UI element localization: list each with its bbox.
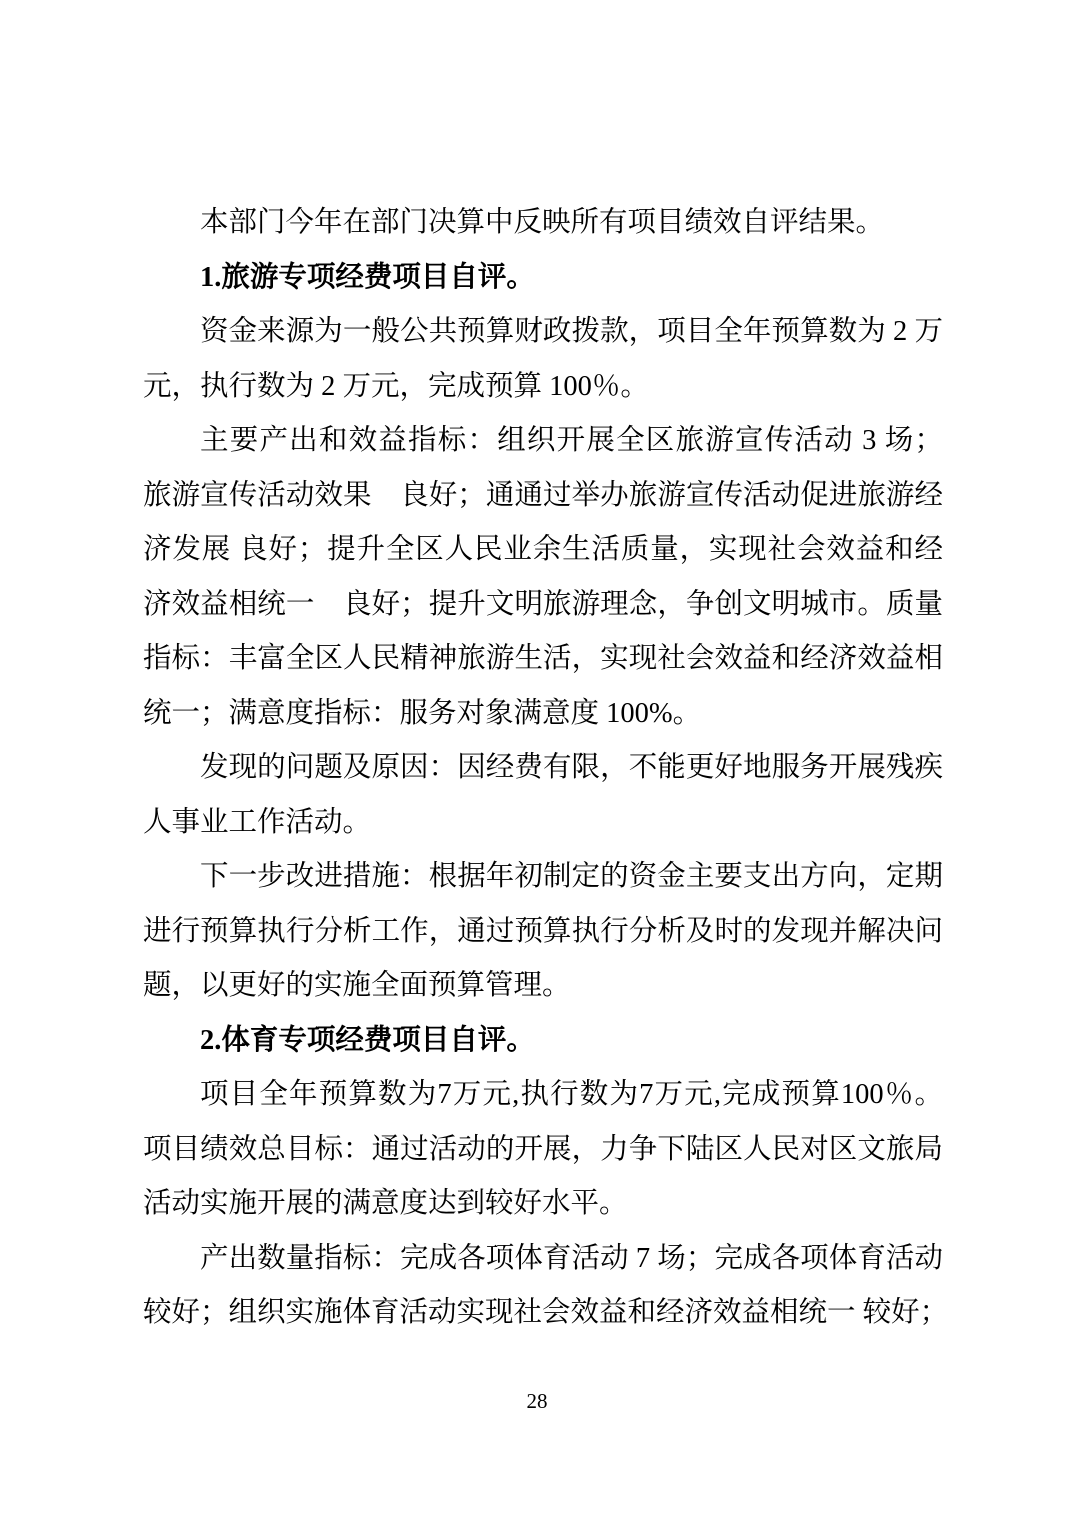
body-line: 主要产出和效益指标：组织开展全区旅游宣传活动 3 场； bbox=[200, 425, 943, 456]
body-line: 本部门今年在部门决算中反映所有项目绩效自评结果。 bbox=[200, 207, 885, 238]
body-line: 下一步改进措施：根据年初制定的资金主要支出方向，定期 bbox=[200, 861, 943, 892]
body-line: 元，执行数为 2 万元，完成预算 100％。 bbox=[143, 370, 649, 402]
body-line: 项目绩效总目标：通过活动的开展，力争下陆区人民对区文旅局 bbox=[143, 1133, 943, 1165]
body-line: 产出数量指标：完成各项体育活动 7 场；完成各项体育活动 bbox=[200, 1242, 943, 1274]
body-line: 较好；组织实施体育活动实现社会效益和经济效益相统一 较好； bbox=[143, 1297, 949, 1328]
body-line: 济发展 良好；提升全区人民业余生活质量，实现社会效益和经 bbox=[143, 534, 943, 565]
body-line: 统一；满意度指标：服务对象满意度 100%。 bbox=[143, 697, 702, 729]
body-line: 济效益相统一 良好；提升文明旅游理念，争创文明城市。质量 bbox=[143, 588, 943, 620]
body-line: 旅游宣传活动效果 良好；通通过举办旅游宣传活动促进旅游经 bbox=[143, 479, 943, 511]
page-number: 28 bbox=[526, 1389, 548, 1413]
body-line: 项目全年预算数为7万元,执行数为7万元,完成预算100％。 bbox=[200, 1079, 943, 1110]
body-line: 活动实施开展的满意度达到较好水平。 bbox=[143, 1188, 628, 1219]
body-line: 人事业工作活动。 bbox=[143, 806, 372, 838]
body-line: 资金来源为一般公共预算财政拨款，项目全年预算数为 2 万 bbox=[200, 316, 943, 347]
section-heading: 1.旅游专项经费项目自评。 bbox=[200, 261, 535, 293]
body-line: 发现的问题及原因：因经费有限，不能更好地服务开展残疾 bbox=[200, 752, 943, 783]
body-line: 题，以更好的实施全面预算管理。 bbox=[143, 970, 571, 1001]
section-heading: 2.体育专项经费项目自评。 bbox=[200, 1024, 535, 1056]
document-body bbox=[143, 196, 949, 1341]
body-line: 指标：丰富全区人民精神旅游生活，实现社会效益和经济效益相 bbox=[143, 643, 943, 674]
body-line: 进行预算执行分析工作，通过预算执行分析及时的发现并解决问 bbox=[143, 915, 943, 947]
